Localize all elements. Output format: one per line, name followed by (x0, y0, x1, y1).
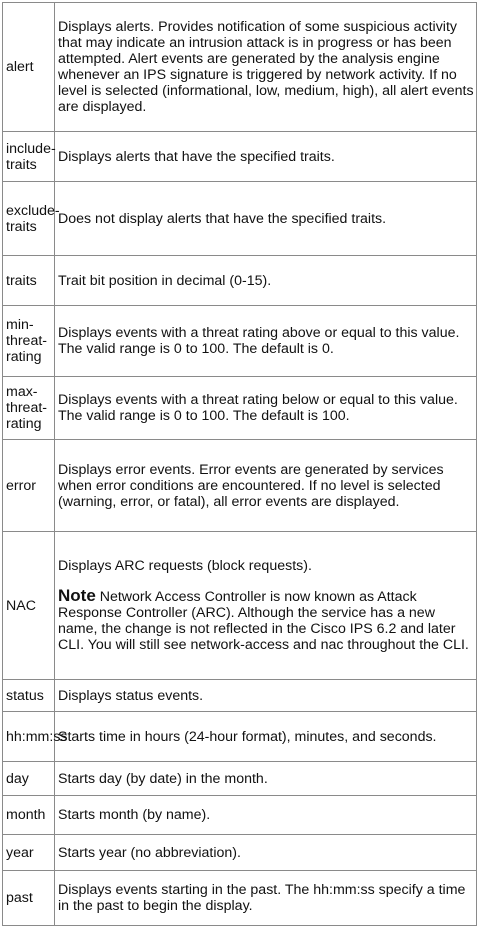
table-row-month (3, 796, 477, 835)
term-cell: status (3, 680, 55, 712)
table-row-year (3, 835, 477, 871)
description-cell: Displays alerts that have the specified traits. (55, 132, 477, 182)
note-paragraph (58, 588, 476, 653)
description-cell: Starts year (no abbreviation). (55, 835, 477, 871)
term-cell: month (3, 796, 55, 835)
table-row-status (3, 680, 477, 712)
description-cell: Displays events with a threat rating above or equal to this value. The valid range is 0 to 100. The default is 0. (55, 306, 477, 377)
nac-description: Displays ARC requests (block requests). (58, 558, 312, 574)
term-cell: alert (3, 3, 55, 132)
term-cell: year (3, 835, 55, 871)
table-row-alert (3, 3, 477, 132)
description-cell: Starts month (by name). (55, 796, 477, 835)
parameter-table (2, 2, 477, 926)
note-text: Network Access Controller is now known as Attack Response Controller (ARC). Although the service has a new name, the change is not reflected in the Cisco IPS 6.2 and later CLI. You will still see network-access and nac throughout the CLI. (58, 589, 469, 653)
term-cell: traits (3, 256, 55, 306)
description-cell: Displays error events. Error events are generated by services when error conditions are encountered. If no level is selected (warning, error, or fatal), all error events are displayed. (55, 440, 477, 532)
term-cell: NAC (3, 532, 55, 680)
term-cell: min-threat-rating (3, 306, 55, 377)
note-label: Note (58, 586, 96, 605)
description-cell: Starts time in hours (24-hour format), minutes, and seconds. (55, 712, 477, 762)
table-row-traits (3, 256, 477, 306)
term-cell: max-threat-rating (3, 377, 55, 440)
description-cell: Displays events with a threat rating below or equal to this value. The valid range is 0 to 100. The default is 100. (55, 377, 477, 440)
description-cell: Displays events starting in the past. The hh:mm:ss specify a time in the past to begin the display. (55, 871, 477, 926)
term-cell: exclude-traits (3, 182, 55, 256)
term-cell: error (3, 440, 55, 532)
table-row-exclude-traits (3, 182, 477, 256)
description-cell: Starts day (by date) in the month. (55, 762, 477, 796)
table-row-error (3, 440, 477, 532)
description-cell (55, 532, 477, 680)
description-cell: Does not display alerts that have the specified traits. (55, 182, 477, 256)
term-cell: day (3, 762, 55, 796)
description-cell: Displays status events. (55, 680, 477, 712)
table-row-include-traits (3, 132, 477, 182)
description-cell: Trait bit position in decimal (0-15). (55, 256, 477, 306)
table-row-max-threat-rating (3, 377, 477, 440)
table-row-hhmmss (3, 712, 477, 762)
table-row-past (3, 871, 477, 926)
term-cell: past (3, 871, 55, 926)
table-row-nac (3, 532, 477, 680)
term-cell: include-traits (3, 132, 55, 182)
description-cell: Displays alerts. Provides notification of some suspicious activity that may indicate an intrusion attack is in progress or has been attempted. Alert events are generated by the analysis engine whenever an IPS signature is triggered by network activity. If no level is selected (informational, low, medium, high), all alert events are displayed. (55, 3, 477, 132)
table-row-day (3, 762, 477, 796)
term-cell: hh:mm:ss (3, 712, 55, 762)
table-row-min-threat-rating (3, 306, 477, 377)
